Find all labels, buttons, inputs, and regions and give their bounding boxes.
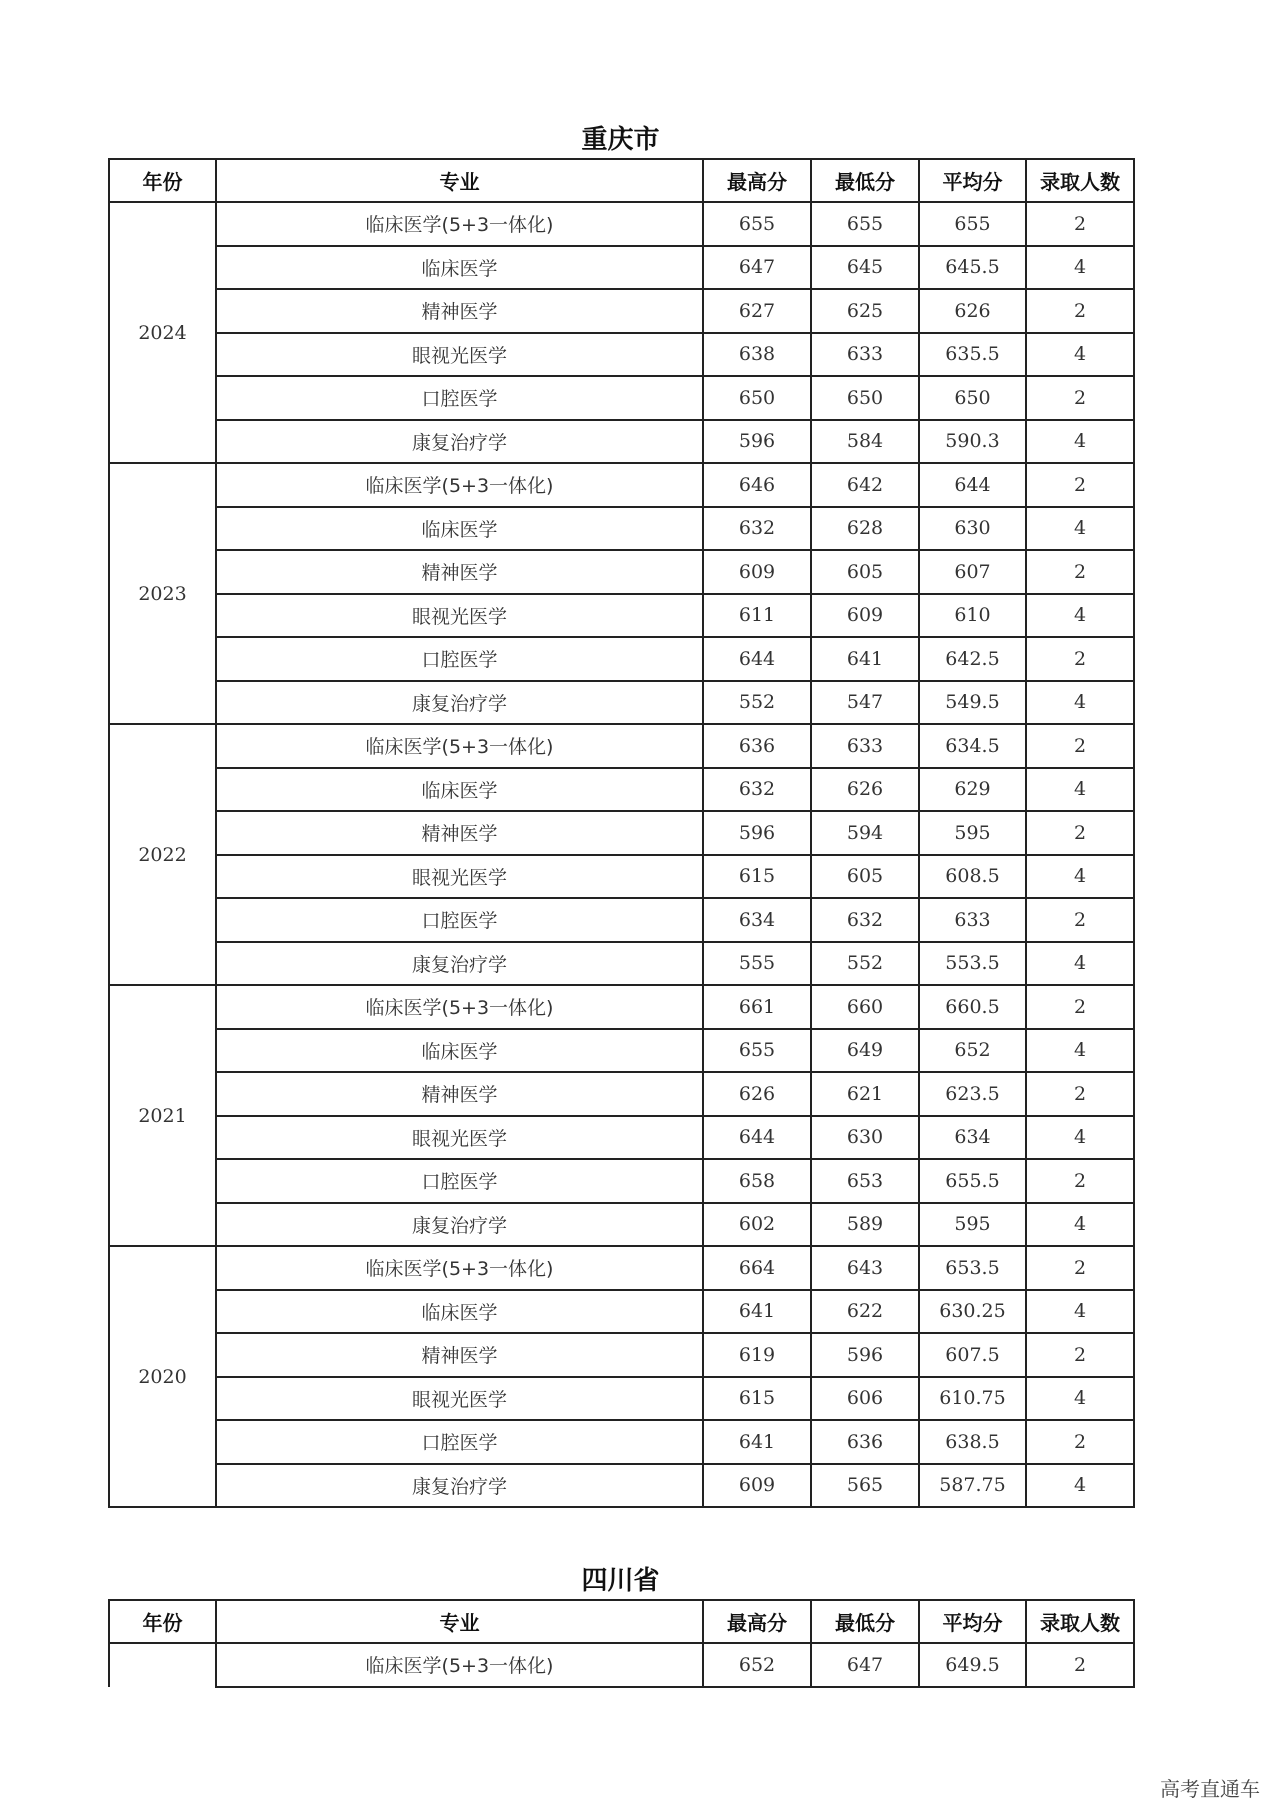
max-score-cell: 609 xyxy=(703,550,811,594)
score-table xyxy=(108,158,1135,1508)
table-row xyxy=(109,1643,1134,1687)
avg-score-cell: 630 xyxy=(919,507,1026,551)
max-score-cell: 627 xyxy=(703,289,811,333)
section-title: 重庆市 xyxy=(581,125,660,155)
min-score-cell: 565 xyxy=(811,1464,919,1508)
major-cell: 临床医学 xyxy=(216,1290,703,1334)
max-score-cell: 615 xyxy=(703,1377,811,1421)
min-score-cell: 628 xyxy=(811,507,919,551)
avg-score-cell: 590.3 xyxy=(919,420,1026,464)
major-cell: 精神医学 xyxy=(216,550,703,594)
major-cell: 眼视光医学 xyxy=(216,1377,703,1421)
header-row xyxy=(109,1600,1134,1643)
table-row xyxy=(109,376,1134,420)
avg-score-cell: 634 xyxy=(919,1116,1026,1160)
min-score-cell: 589 xyxy=(811,1203,919,1247)
table-row xyxy=(109,1029,1134,1073)
admitted-count-cell: 4 xyxy=(1026,420,1134,464)
header-major: 专业 xyxy=(216,1600,703,1643)
admitted-count-cell: 2 xyxy=(1026,463,1134,507)
avg-score-cell: 608.5 xyxy=(919,855,1026,899)
year-cell: 2024 xyxy=(109,202,216,463)
major-cell: 口腔医学 xyxy=(216,1420,703,1464)
max-score-cell: 555 xyxy=(703,942,811,986)
major-cell: 临床医学 xyxy=(216,1029,703,1073)
min-score-cell: 547 xyxy=(811,681,919,725)
avg-score-cell: 595 xyxy=(919,1203,1026,1247)
table-row xyxy=(109,507,1134,551)
avg-score-cell: 629 xyxy=(919,768,1026,812)
header-max-score: 最高分 xyxy=(703,159,811,202)
header-min-score: 最低分 xyxy=(811,159,919,202)
admitted-count-cell: 2 xyxy=(1026,289,1134,333)
max-score-cell: 647 xyxy=(703,246,811,290)
table-row xyxy=(109,942,1134,986)
table-row xyxy=(109,681,1134,725)
admitted-count-cell: 4 xyxy=(1026,1290,1134,1334)
min-score-cell: 625 xyxy=(811,289,919,333)
min-score-cell: 630 xyxy=(811,1116,919,1160)
min-score-cell: 642 xyxy=(811,463,919,507)
avg-score-cell: 634.5 xyxy=(919,724,1026,768)
admitted-count-cell: 4 xyxy=(1026,594,1134,638)
admitted-count-cell: 2 xyxy=(1026,1333,1134,1377)
major-cell: 康复治疗学 xyxy=(216,1203,703,1247)
major-cell: 临床医学(5+3一体化) xyxy=(216,202,703,246)
min-score-cell: 633 xyxy=(811,333,919,377)
admitted-count-cell: 4 xyxy=(1026,1116,1134,1160)
min-score-cell: 622 xyxy=(811,1290,919,1334)
max-score-cell: 638 xyxy=(703,333,811,377)
table-row xyxy=(109,1203,1134,1247)
max-score-cell: 644 xyxy=(703,637,811,681)
section-sichuan xyxy=(108,1563,1133,1688)
major-cell: 眼视光医学 xyxy=(216,855,703,899)
table-row xyxy=(109,768,1134,812)
major-cell: 康复治疗学 xyxy=(216,420,703,464)
admitted-count-cell: 2 xyxy=(1026,550,1134,594)
table-row xyxy=(109,420,1134,464)
header-avg-score: 平均分 xyxy=(919,1600,1026,1643)
max-score-cell: 644 xyxy=(703,1116,811,1160)
min-score-cell: 584 xyxy=(811,420,919,464)
max-score-cell: 641 xyxy=(703,1290,811,1334)
max-score-cell: 641 xyxy=(703,1420,811,1464)
watermark-text: 高考直通车 xyxy=(1160,1777,1260,1801)
min-score-cell: 641 xyxy=(811,637,919,681)
avg-score-cell: 652 xyxy=(919,1029,1026,1073)
header-year: 年份 xyxy=(109,1600,216,1643)
table-row xyxy=(109,289,1134,333)
max-score-cell: 652 xyxy=(703,1643,811,1687)
max-score-cell: 626 xyxy=(703,1072,811,1116)
avg-score-cell: 607 xyxy=(919,550,1026,594)
min-score-cell: 633 xyxy=(811,724,919,768)
min-score-cell: 605 xyxy=(811,550,919,594)
admitted-count-cell: 4 xyxy=(1026,246,1134,290)
year-cell: 2022 xyxy=(109,724,216,985)
max-score-cell: 646 xyxy=(703,463,811,507)
admitted-count-cell: 2 xyxy=(1026,637,1134,681)
max-score-cell: 650 xyxy=(703,376,811,420)
admitted-count-cell: 2 xyxy=(1026,1643,1134,1687)
header-max-score: 最高分 xyxy=(703,1600,811,1643)
header-admitted-count: 录取人数 xyxy=(1026,159,1134,202)
max-score-cell: 634 xyxy=(703,898,811,942)
table-row xyxy=(109,463,1134,507)
max-score-cell: 602 xyxy=(703,1203,811,1247)
header-major: 专业 xyxy=(216,159,703,202)
year-cell: 2020 xyxy=(109,1246,216,1507)
max-score-cell: 658 xyxy=(703,1159,811,1203)
section-chongqing xyxy=(108,122,1133,1508)
admitted-count-cell: 2 xyxy=(1026,202,1134,246)
max-score-cell: 611 xyxy=(703,594,811,638)
table-row xyxy=(109,637,1134,681)
table-row xyxy=(109,1116,1134,1160)
admitted-count-cell: 4 xyxy=(1026,507,1134,551)
major-cell: 眼视光医学 xyxy=(216,1116,703,1160)
max-score-cell: 636 xyxy=(703,724,811,768)
table-row xyxy=(109,1246,1134,1290)
admitted-count-cell: 2 xyxy=(1026,898,1134,942)
admitted-count-cell: 2 xyxy=(1026,724,1134,768)
major-cell: 口腔医学 xyxy=(216,637,703,681)
major-cell: 临床医学 xyxy=(216,507,703,551)
avg-score-cell: 610.75 xyxy=(919,1377,1026,1421)
avg-score-cell: 623.5 xyxy=(919,1072,1026,1116)
major-cell: 精神医学 xyxy=(216,289,703,333)
table-row xyxy=(109,811,1134,855)
max-score-cell: 615 xyxy=(703,855,811,899)
header-avg-score: 平均分 xyxy=(919,159,1026,202)
major-cell: 临床医学(5+3一体化) xyxy=(216,1643,703,1687)
table-row xyxy=(109,1072,1134,1116)
section-title: 四川省 xyxy=(581,1566,660,1596)
max-score-cell: 552 xyxy=(703,681,811,725)
major-cell: 临床医学(5+3一体化) xyxy=(216,463,703,507)
avg-score-cell: 630.25 xyxy=(919,1290,1026,1334)
table-row xyxy=(109,1420,1134,1464)
avg-score-cell: 633 xyxy=(919,898,1026,942)
major-cell: 精神医学 xyxy=(216,1333,703,1377)
avg-score-cell: 610 xyxy=(919,594,1026,638)
table-row xyxy=(109,1377,1134,1421)
major-cell: 临床医学(5+3一体化) xyxy=(216,985,703,1029)
major-cell: 康复治疗学 xyxy=(216,681,703,725)
major-cell: 临床医学 xyxy=(216,246,703,290)
avg-score-cell: 626 xyxy=(919,289,1026,333)
min-score-cell: 594 xyxy=(811,811,919,855)
major-cell: 眼视光医学 xyxy=(216,333,703,377)
admitted-count-cell: 4 xyxy=(1026,942,1134,986)
major-cell: 康复治疗学 xyxy=(216,1464,703,1508)
admitted-count-cell: 4 xyxy=(1026,1464,1134,1508)
table-row xyxy=(109,898,1134,942)
min-score-cell: 552 xyxy=(811,942,919,986)
avg-score-cell: 645.5 xyxy=(919,246,1026,290)
table-row xyxy=(109,1290,1134,1334)
max-score-cell: 596 xyxy=(703,420,811,464)
max-score-cell: 609 xyxy=(703,1464,811,1508)
header-row xyxy=(109,159,1134,202)
max-score-cell: 619 xyxy=(703,1333,811,1377)
admitted-count-cell: 4 xyxy=(1026,768,1134,812)
avg-score-cell: 553.5 xyxy=(919,942,1026,986)
min-score-cell: 649 xyxy=(811,1029,919,1073)
admitted-count-cell: 2 xyxy=(1026,985,1134,1029)
avg-score-cell: 655.5 xyxy=(919,1159,1026,1203)
table-row xyxy=(109,985,1134,1029)
major-cell: 口腔医学 xyxy=(216,376,703,420)
major-cell: 口腔医学 xyxy=(216,898,703,942)
admitted-count-cell: 2 xyxy=(1026,811,1134,855)
major-cell: 临床医学 xyxy=(216,768,703,812)
year-cell: 2023 xyxy=(109,463,216,724)
table-body xyxy=(109,202,1134,1507)
avg-score-cell: 587.75 xyxy=(919,1464,1026,1508)
table-row xyxy=(109,1464,1134,1508)
header-min-score: 最低分 xyxy=(811,1600,919,1643)
admitted-count-cell: 4 xyxy=(1026,681,1134,725)
admitted-count-cell: 2 xyxy=(1026,376,1134,420)
major-cell: 眼视光医学 xyxy=(216,594,703,638)
table-row xyxy=(109,594,1134,638)
min-score-cell: 653 xyxy=(811,1159,919,1203)
avg-score-cell: 650 xyxy=(919,376,1026,420)
table-row xyxy=(109,1159,1134,1203)
max-score-cell: 596 xyxy=(703,811,811,855)
table-row xyxy=(109,333,1134,377)
min-score-cell: 596 xyxy=(811,1333,919,1377)
year-cell: 2021 xyxy=(109,985,216,1246)
admitted-count-cell: 4 xyxy=(1026,1203,1134,1247)
min-score-cell: 626 xyxy=(811,768,919,812)
major-cell: 临床医学(5+3一体化) xyxy=(216,724,703,768)
table-row xyxy=(109,550,1134,594)
avg-score-cell: 653.5 xyxy=(919,1246,1026,1290)
year-cell xyxy=(109,1643,216,1687)
max-score-cell: 661 xyxy=(703,985,811,1029)
major-cell: 精神医学 xyxy=(216,1072,703,1116)
min-score-cell: 643 xyxy=(811,1246,919,1290)
avg-score-cell: 660.5 xyxy=(919,985,1026,1029)
header-year: 年份 xyxy=(109,159,216,202)
avg-score-cell: 607.5 xyxy=(919,1333,1026,1377)
admitted-count-cell: 4 xyxy=(1026,1029,1134,1073)
table-row xyxy=(109,855,1134,899)
avg-score-cell: 595 xyxy=(919,811,1026,855)
table-row xyxy=(109,724,1134,768)
avg-score-cell: 638.5 xyxy=(919,1420,1026,1464)
max-score-cell: 664 xyxy=(703,1246,811,1290)
max-score-cell: 632 xyxy=(703,507,811,551)
min-score-cell: 609 xyxy=(811,594,919,638)
min-score-cell: 660 xyxy=(811,985,919,1029)
major-cell: 临床医学(5+3一体化) xyxy=(216,1246,703,1290)
major-cell: 精神医学 xyxy=(216,811,703,855)
min-score-cell: 632 xyxy=(811,898,919,942)
admitted-count-cell: 2 xyxy=(1026,1246,1134,1290)
min-score-cell: 655 xyxy=(811,202,919,246)
min-score-cell: 647 xyxy=(811,1643,919,1687)
min-score-cell: 605 xyxy=(811,855,919,899)
avg-score-cell: 549.5 xyxy=(919,681,1026,725)
min-score-cell: 636 xyxy=(811,1420,919,1464)
major-cell: 康复治疗学 xyxy=(216,942,703,986)
header-admitted-count: 录取人数 xyxy=(1026,1600,1134,1643)
table-body xyxy=(109,1643,1134,1687)
max-score-cell: 655 xyxy=(703,202,811,246)
table-row xyxy=(109,246,1134,290)
max-score-cell: 632 xyxy=(703,768,811,812)
avg-score-cell: 642.5 xyxy=(919,637,1026,681)
admitted-count-cell: 2 xyxy=(1026,1072,1134,1116)
min-score-cell: 645 xyxy=(811,246,919,290)
admitted-count-cell: 2 xyxy=(1026,1420,1134,1464)
admitted-count-cell: 4 xyxy=(1026,855,1134,899)
avg-score-cell: 644 xyxy=(919,463,1026,507)
score-table xyxy=(108,1599,1135,1688)
min-score-cell: 606 xyxy=(811,1377,919,1421)
major-cell: 口腔医学 xyxy=(216,1159,703,1203)
avg-score-cell: 649.5 xyxy=(919,1643,1026,1687)
table-row xyxy=(109,202,1134,246)
max-score-cell: 655 xyxy=(703,1029,811,1073)
min-score-cell: 650 xyxy=(811,376,919,420)
min-score-cell: 621 xyxy=(811,1072,919,1116)
avg-score-cell: 655 xyxy=(919,202,1026,246)
admitted-count-cell: 4 xyxy=(1026,333,1134,377)
admitted-count-cell: 2 xyxy=(1026,1159,1134,1203)
table-row xyxy=(109,1333,1134,1377)
admitted-count-cell: 4 xyxy=(1026,1377,1134,1421)
avg-score-cell: 635.5 xyxy=(919,333,1026,377)
